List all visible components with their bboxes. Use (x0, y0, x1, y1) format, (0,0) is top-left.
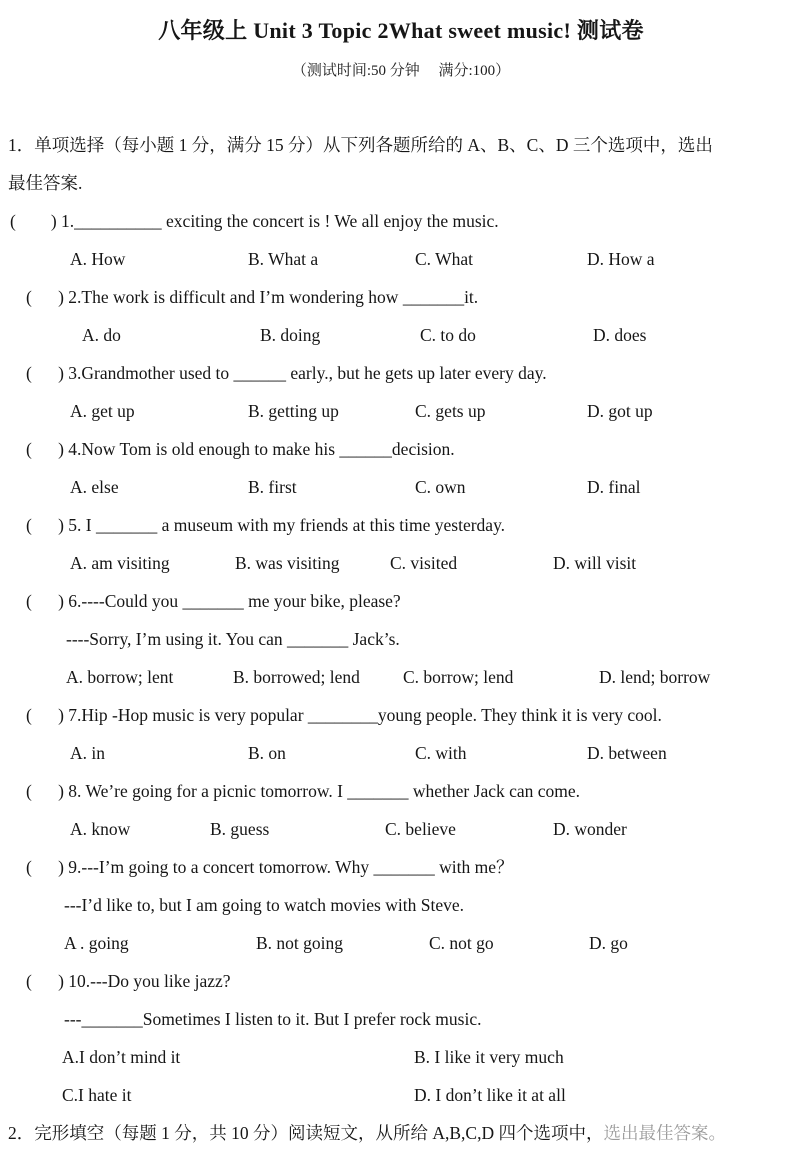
question-10-options-row2 (8, 1076, 794, 1114)
question-10 (8, 962, 794, 1114)
question-7-option-d: D. between (587, 743, 667, 763)
question-6-option-b: B. borrowed; lend (233, 667, 360, 687)
question-9-option-a: A . going (64, 933, 129, 953)
question-4-option-c: C. own (415, 477, 466, 497)
question-3-option-a: A. get up (70, 401, 135, 421)
question-9-option-d: D. go (589, 933, 628, 953)
question-8-option-a: A. know (70, 819, 131, 839)
question-3-stem: ( ) 3.Grandmother used to ______ early., but he gets up later every day. (26, 363, 547, 383)
question-6-stem-line2: ----Sorry, I’m using it. You can _______ Jack’s. (66, 629, 400, 649)
question-6-stem: ( ) 6.----Could you _______ me your bike, please? (26, 591, 401, 611)
question-8 (8, 772, 794, 848)
question-2-option-c: C. to do (420, 325, 476, 345)
section2-heading-faded: 选出最佳答案。 (603, 1123, 726, 1143)
question-7-options (8, 734, 794, 772)
question-6-options (8, 658, 794, 696)
question-8-options (8, 810, 794, 848)
question-5-option-a: A. am visiting (70, 553, 170, 573)
question-2-option-b: B. doing (260, 325, 321, 345)
question-3-option-d: D. got up (587, 401, 653, 421)
question-9-options (8, 924, 794, 962)
question-5-option-b: B. was visiting (235, 553, 340, 573)
question-6 (8, 582, 794, 696)
question-8-option-c: C. believe (385, 819, 456, 839)
section1-heading (8, 126, 794, 202)
question-4-stem: ( ) 4.Now Tom is old enough to make his ______decision. (26, 439, 455, 459)
question-5 (8, 506, 794, 582)
question-3 (8, 354, 794, 430)
question-9-stem-line2: ---I’d like to, but I am going to watch movies with Steve. (64, 895, 464, 915)
question-6-option-c: C. borrow; lend (403, 667, 514, 687)
question-3-option-c: C. gets up (415, 401, 486, 421)
section2-heading-main: 2．完形填空（每题 1 分，共 10 分）阅读短文，从所给 A,B,C,D 四个选项中， (8, 1123, 604, 1143)
question-10-stem: ( ) 10.---Do you like jazz? (26, 971, 231, 991)
section1-heading-line2: 最佳答案. (8, 173, 83, 193)
question-4-option-b: B. first (248, 477, 297, 497)
question-10-option-b: B. I like it very much (414, 1047, 564, 1067)
question-7-option-c: C. with (415, 743, 467, 763)
question-7-option-b: B. on (248, 743, 286, 763)
question-5-option-d: D. will visit (553, 553, 637, 573)
question-9 (8, 848, 794, 962)
question-2-stem: ( ) 2.The work is difficult and I’m wondering how _______it. (26, 287, 479, 307)
question-4 (8, 430, 794, 506)
section2-heading (8, 1114, 794, 1152)
page-title: 八年级上 Unit 3 Topic 2What sweet music! 测试卷 (158, 18, 644, 43)
question-7-option-a: A. in (70, 743, 105, 763)
question-1-option-a: A. How (70, 249, 126, 269)
question-2 (8, 278, 794, 354)
question-4-option-d: D. final (587, 477, 641, 497)
question-10-option-d: D. I don’t like it at all (414, 1085, 566, 1105)
question-3-option-b: B. getting up (248, 401, 339, 421)
question-6-option-d: D. lend; borrow (599, 667, 711, 687)
question-5-options (8, 544, 794, 582)
question-8-option-b: B. guess (210, 819, 270, 839)
question-2-option-a: A. do (82, 325, 121, 345)
question-9-option-c: C. not go (429, 933, 494, 953)
question-1-options (8, 240, 794, 278)
question-1 (8, 202, 794, 278)
question-1-option-d: D. How a (587, 249, 655, 269)
question-9-stem: ( ) 9.---I’m going to a concert tomorrow. Why _______ with me？ (26, 857, 514, 877)
question-2-option-d: D. does (593, 325, 647, 345)
question-7-stem: ( ) 7.Hip -Hop music is very popular ________young people. They think it is very cool. (26, 705, 662, 725)
section1-heading-line1: 1．单项选择（每小题 1 分，满分 15 分）从下列各题所给的 A、B、C、D 三个选项中，选出 (8, 135, 713, 155)
question-1-option-c: C. What (415, 249, 474, 269)
question-5-stem: ( ) 5. I _______ a museum with my friends at this time yesterday. (26, 515, 506, 535)
question-10-options-row1 (8, 1038, 794, 1076)
question-1-option-b: B. What a (248, 249, 319, 269)
question-1-stem: ( ) 1.__________ exciting the concert is ! We all enjoy the music. (10, 211, 499, 231)
question-8-option-d: D. wonder (553, 819, 627, 839)
question-3-options (8, 392, 794, 430)
question-5-option-c: C. visited (390, 553, 458, 573)
question-2-options (8, 316, 794, 354)
question-6-option-a: A. borrow; lent (66, 667, 174, 687)
question-4-option-a: A. else (70, 477, 119, 497)
question-9-option-b: B. not going (256, 933, 344, 953)
question-10-stem-line2: ---_______Sometimes I listen to it. But I prefer rock music. (64, 1009, 482, 1029)
question-10-option-a: A.I don’t mind it (62, 1047, 181, 1067)
question-8-stem: ( ) 8. We’re going for a picnic tomorrow. I _______ whether Jack can come. (26, 781, 581, 801)
question-10-option-c: C.I hate it (62, 1085, 132, 1105)
question-4-options (8, 468, 794, 506)
question-7 (8, 696, 794, 772)
page-subtitle: （测试时间:50 分钟 满分:100） (291, 63, 511, 79)
